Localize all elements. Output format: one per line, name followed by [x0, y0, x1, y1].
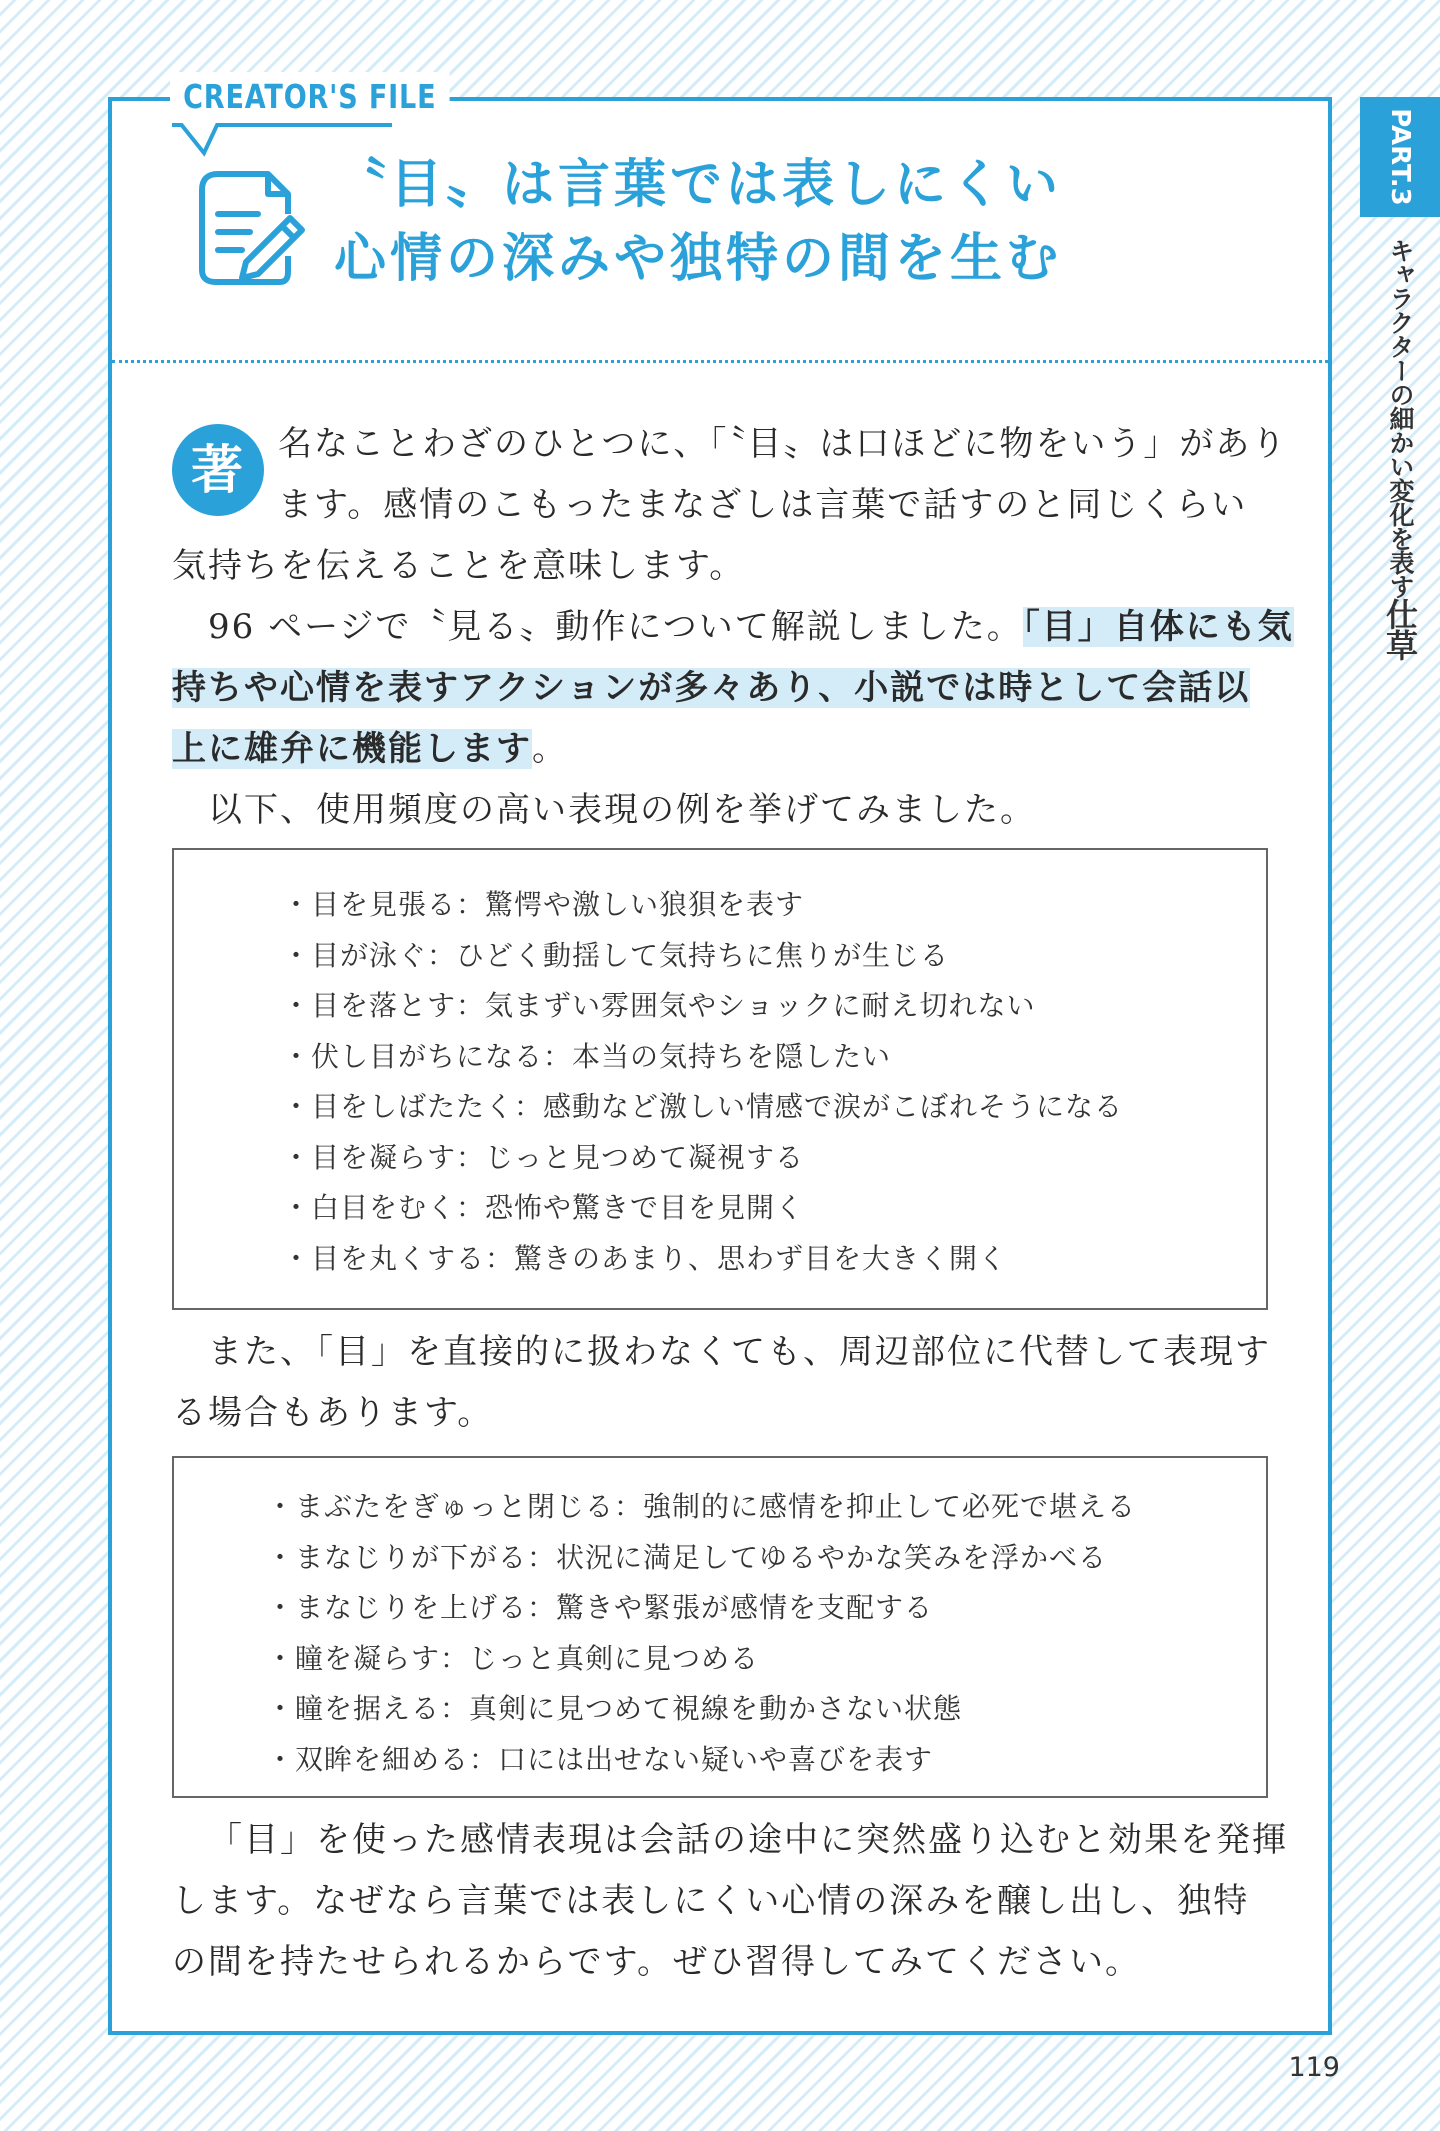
title-line: 心情の深みや独特の間を生む	[334, 229, 1063, 289]
text-line: します。なぜなら言葉では表しにくい心情の深みを醸し出し、独特	[172, 1881, 1250, 1921]
list-item: ・目を見張る：驚愕や激しい狼狽を表す	[282, 888, 805, 921]
chapter-subtitle: キャラクターの細かい変化を表す	[1386, 238, 1415, 598]
expression-list-box	[172, 1456, 1268, 1798]
part-label: PART.3	[1385, 108, 1415, 206]
text-line: る場合もあります。	[172, 1393, 494, 1433]
list-item: ・まなじりが下がる：状況に満足してゆるやかな笑みを浮かべる	[266, 1540, 1108, 1574]
text-line: 以下、使用頻度の高い表現の例を挙げてみました。	[208, 790, 1036, 830]
closing-paragraph	[172, 1810, 1288, 1993]
dotted-divider	[112, 360, 1328, 363]
list-item: ・目をしばたたく：感動など激しい情感で涙がこぼれそうになる	[282, 1090, 1124, 1123]
text-segment: 。	[532, 729, 568, 769]
text-line: 名なことわざのひとつに、「〝目〟は口ほどに物をいう」があり	[278, 424, 1288, 464]
text-line: 「目」を使った感情表現は会話の途中に突然盛り込むと効果を発揮	[208, 1820, 1288, 1860]
page-number: 119	[1288, 2052, 1340, 2083]
highlighted-text: 上に雄弁に機能します	[172, 729, 532, 769]
list-item: ・白目をむく：恐怖や驚きで目を見開く	[282, 1191, 805, 1224]
document-edit-icon	[196, 170, 308, 288]
list-item: ・目を凝らす：じっと見つめて凝視する	[282, 1140, 805, 1174]
text-segment: 96 ページで〝見る〟動作について解説しました。	[208, 607, 1023, 647]
page-title	[334, 148, 1254, 296]
list-item: ・瞳を据える：真剣に見つめて視線を動かさない状態	[266, 1692, 963, 1725]
text-line: 気持ちを伝えることを意味します。	[172, 546, 746, 586]
chapter-title	[1380, 238, 1420, 660]
text-line: また、「目」を直接的に扱わなくても、周辺部位に代替して表現す	[208, 1332, 1271, 1372]
list-item: ・まなじりを上げる：驚きや緊張が感情を支配する	[266, 1591, 934, 1624]
text-line: ます。感情のこもったまなざしは言葉で話すのと同じくらい	[278, 485, 1248, 525]
chapter-keyword: 仕草	[1381, 598, 1419, 660]
highlighted-text: 「目」自体にも気	[1022, 607, 1294, 647]
list-item: ・目を落とす：気まずい雰囲気やショックに耐え切れない	[282, 989, 1036, 1022]
list-item: ・瞳を凝らす：じっと真剣に見つめる	[266, 1641, 760, 1675]
expression-list-box	[172, 848, 1268, 1310]
list-item: ・まぶたをぎゅっと閉じる：強制的に感情を抑止して必死で堪える	[266, 1490, 1137, 1523]
text-line: の間を持たせられるからです。ぜひ習得してみてください。	[172, 1942, 1141, 1982]
list-item: ・目を丸くする：驚きのあまり、思わず目を大きく開く	[282, 1241, 1008, 1275]
title-line: 〝目〟は言葉では表しにくい	[334, 155, 1063, 215]
intro-paragraph	[172, 414, 1294, 841]
highlighted-text: 持ちや心情を表すアクションが多々あり、小説では時として会話以	[172, 668, 1251, 708]
text-line	[172, 719, 1268, 780]
text-line	[172, 597, 1294, 658]
list-item: ・目が泳ぐ：ひどく動揺して気持ちに焦りが生じる	[282, 938, 950, 972]
list-item: ・伏し目がちになる：本当の気持ちを隠したい	[282, 1039, 892, 1073]
list-item: ・双眸を細める：口には出せない疑いや喜びを表す	[266, 1742, 934, 1776]
paragraph	[172, 1322, 1271, 1444]
drop-cap: 著	[172, 424, 264, 516]
creator-file-label: CREATOR'S FILE	[170, 72, 450, 122]
speech-tail-icon	[178, 123, 220, 157]
text-line	[172, 658, 1268, 719]
